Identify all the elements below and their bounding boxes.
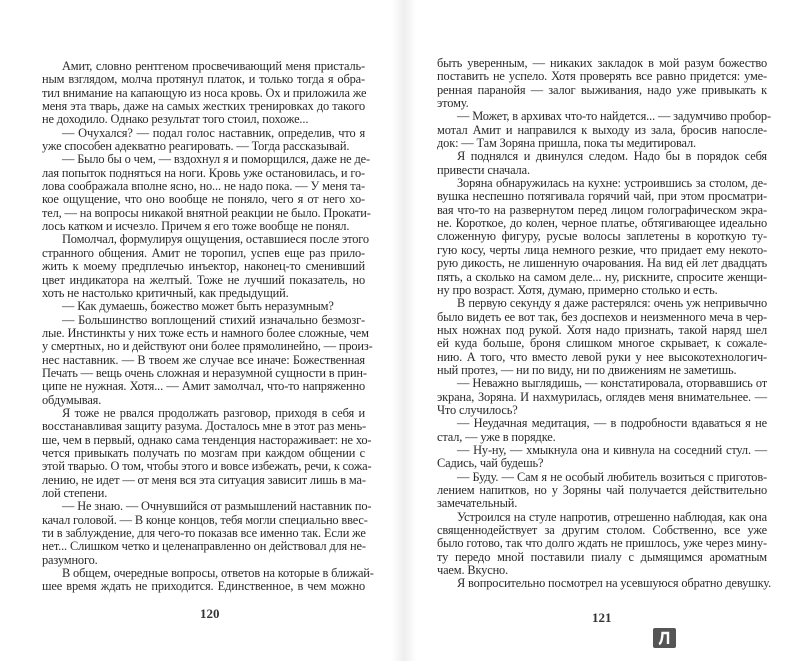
- text-line: — Неудачная медитация, — в подробности вдаваться я не: [457, 416, 767, 431]
- text-line: не доходило. Однако результат того стоил, похоже...: [42, 112, 309, 127]
- text-line: — Ну-ну, — хмыкнула она и кивнула на соседний стул. —: [457, 442, 767, 457]
- page-number-left: 120: [200, 606, 220, 621]
- text-line: лые. Инстинкты у них тоже есть и намного более сложные, чем: [42, 325, 369, 340]
- text-line: кое ощущение, что оно вообще не поняло, чего я от него хо-: [42, 192, 365, 207]
- text-line: этому.: [437, 96, 469, 111]
- text-line: ный протез, — ни по виду, ни по движениям не заметишь.: [437, 362, 737, 377]
- text-line: — Буду. — Сам я не особый любитель возиться с приготов-: [457, 469, 767, 484]
- text-line: этой тварью. О том, чтобы этого и вовсе избежать, речи, к сожа-: [42, 459, 372, 474]
- text-line: экрана, Зоряна. И нахмурилась, оглядев меня внимательнее. —: [437, 389, 767, 404]
- text-line: лению, не идет — от меня вся эта ситуация зависит лишь в ма-: [42, 472, 366, 487]
- text-line: было видеть ее вот так, без доспехов и неизменного меча в чер-: [437, 309, 767, 324]
- text-line: тил внимание на капающую из носа кровь. Ох и приложила же: [42, 85, 367, 100]
- text-line: ту передо мной поставили пиалу с дымящимся ароматным: [437, 549, 767, 564]
- text-line: ренная паранойя — залог выживания, надо уже привыкать к: [437, 82, 767, 97]
- text-line: лением напитков, но у Зоряны чай получается действительно: [437, 483, 767, 497]
- text-line: Амит, словно рентгеном просвечивающий меня присталь-: [62, 59, 365, 73]
- text-line: лось катком и исчезло. Причем я его тоже вообще не понял.: [42, 219, 350, 234]
- page-number-right: 121: [592, 610, 612, 625]
- text-line: странного общения. Амит не торопил, успев еще раз прило-: [42, 245, 365, 260]
- text-line: Зоряна обнаружилась на кухне: устроившись за столом, де-: [457, 176, 767, 191]
- text-line: док: — Там Зоряна пришла, пока ты медитировал.: [437, 136, 696, 151]
- text-line: вая что-то на развернутом перед лицом голографическом экра-: [437, 202, 767, 217]
- text-line: Я поднялся и двинулся следом. Надо бы в порядок себя: [457, 149, 767, 164]
- text-line: В общем, очередные вопросы, ответов на которые в ближай-: [62, 566, 374, 581]
- text-line: Я тоже не рвался продолжать разговор, приходя в себя и: [62, 405, 365, 420]
- book-gutter: [392, 0, 416, 661]
- text-line: привести сначала.: [437, 162, 530, 177]
- text-line: замечательный.: [437, 496, 518, 511]
- text-line: — Очухался? — подал голос наставник, определив, что я: [62, 125, 365, 140]
- text-line: уже способен адекватно реагировать. — Тогда рассказывай.: [42, 139, 350, 154]
- text-line: — Может, в архивах что-то найдется... — задумчиво пробор-: [457, 109, 771, 124]
- text-line: ей куда больше, броня слишком многое скрывает, к сожале-: [437, 336, 767, 351]
- text-line: лой степени.: [42, 486, 108, 500]
- text-line: хоть не настолько критичный, как предыдущий.: [42, 285, 289, 300]
- text-line: цвет индикатора на желтый. Тоже не лучший показатель, но: [42, 272, 365, 287]
- text-line: ным взглядом, молча протянул платок, и только тогда я обра-: [42, 72, 365, 87]
- text-line: меня эта тварь, даже на самых жестких тренировках до такого: [42, 99, 365, 114]
- text-line: ных ножнах под рукой. Хотя надо признать, такой наряд шел: [437, 322, 767, 337]
- text-line: Садись, чай будешь?: [437, 456, 544, 471]
- text-line: нет... Слишком четко и целенаправленно он действовал для не-: [42, 539, 366, 554]
- text-line: не. Короткое, до колен, черное платье, обтягивающее идеально: [437, 216, 767, 231]
- text-line: — Было бы о чем, — вздохнул я и поморщился, даже не де-: [62, 152, 370, 167]
- text-line: ну про возраст. Хотя, думаю, примерно столько и есть.: [437, 282, 718, 297]
- text-line: жить к моему предплечью инъектор, наконец-то сменивший: [42, 259, 365, 274]
- text-line: тел, — на вопросы никакой внятной реакции не было. Прокати-: [42, 205, 371, 220]
- text-line: разумного.: [42, 552, 98, 567]
- text-line: стал, — уже в порядке.: [437, 429, 556, 444]
- text-line: Я вопросительно посмотрел на усевшуюся обратно девушку.: [457, 576, 772, 591]
- text-line: Печать — вещь очень сложная и неразумной сущности в прин-: [42, 365, 367, 380]
- text-line: поставить не успело. Хотя проверять все равно придется: уме-: [437, 69, 767, 84]
- text-line: рую дикость, не лишенную очарования. На вид ей лет двадцать: [437, 256, 767, 271]
- text-line: нес наставник. — В твоем же случае все иначе: Божественная: [42, 352, 365, 367]
- text-line: чется привыкать получать по мозгам при каждом общении с: [42, 445, 365, 460]
- text-line: — Как думаешь, божество может быть неразумным?: [62, 299, 334, 314]
- text-line: было готово, так что долго ждать не пришлось, уже через мину-: [437, 536, 767, 551]
- text-line: Помолчал, формулируя ощущения, оставшиеся после этого: [62, 232, 369, 247]
- text-line: — Неважно выглядишь, — констатировала, оторвавшись от: [457, 376, 767, 391]
- text-line: В первую секунду я даже растерялся: очень уж непривычно: [457, 296, 767, 311]
- text-line: качал головой. — В конце концов, тебя могли специально ввес-: [42, 512, 368, 527]
- text-line: мотал Амит и направился к выходу из зала, бросив напосле-: [437, 122, 767, 137]
- text-line: нию. А того, что вместо левой руки у нее высокотехнологич-: [437, 349, 767, 364]
- text-line: — Не знаю. — Очнувшийся от размышлений наставник по-: [62, 499, 372, 514]
- text-line: вушка неспешно потягивала горячий чай, при этом просматри-: [437, 189, 767, 204]
- text-line: гую косу, черты лица немного резкие, что придает ему некото-: [437, 242, 767, 257]
- text-line: шее время ждать не приходится. Единственное, в чем можно: [42, 579, 365, 594]
- text-line: — Большинство воплощений стихий изначально безмозг-: [62, 312, 365, 327]
- right-page-text: [437, 56, 772, 591]
- text-line: обдумывая.: [42, 392, 102, 407]
- publisher-logo-icon: [653, 628, 676, 648]
- text-line: Что случилось?: [437, 402, 518, 417]
- text-line: быть уверенным, — никаких закладок в мой разум божество: [437, 56, 767, 70]
- text-line: сложенную фигуру, русые волосы заплетены в короткую ту-: [437, 229, 767, 244]
- text-line: Устроился на стуле напротив, отрешенно наблюдая, как она: [457, 509, 767, 524]
- left-page-text: [42, 59, 374, 594]
- text-line: ше, чем в первый, однако сама тенденция настораживает: не хо-: [42, 432, 372, 447]
- text-line: ти в заблуждение, для чего-то показав все именно так. Если же: [42, 526, 366, 541]
- text-line: священнодействует за другим столом. Собственно, все уже: [437, 523, 767, 538]
- text-line: чаем. Вкусно.: [437, 563, 509, 578]
- text-line: восстанавливая защиту разума. Досталось мне в этот раз мень-: [42, 419, 367, 434]
- text-line: ципе не нужная. Хотя... — Амит замолчал, что-то напряженно: [42, 379, 365, 394]
- text-line: лая попыток подняться на ноги. Кровь уже остановилась, и го-: [42, 165, 365, 180]
- text-line: лова соображала вполне ясно, но... не надо пока. — У меня та-: [42, 179, 365, 194]
- text-line: у смертных, но и действуют они более прямолинейно, — произ-: [42, 339, 373, 354]
- text-line: пять, а сколько на самом деле... ну, рискните, спросите женщи-: [437, 269, 767, 284]
